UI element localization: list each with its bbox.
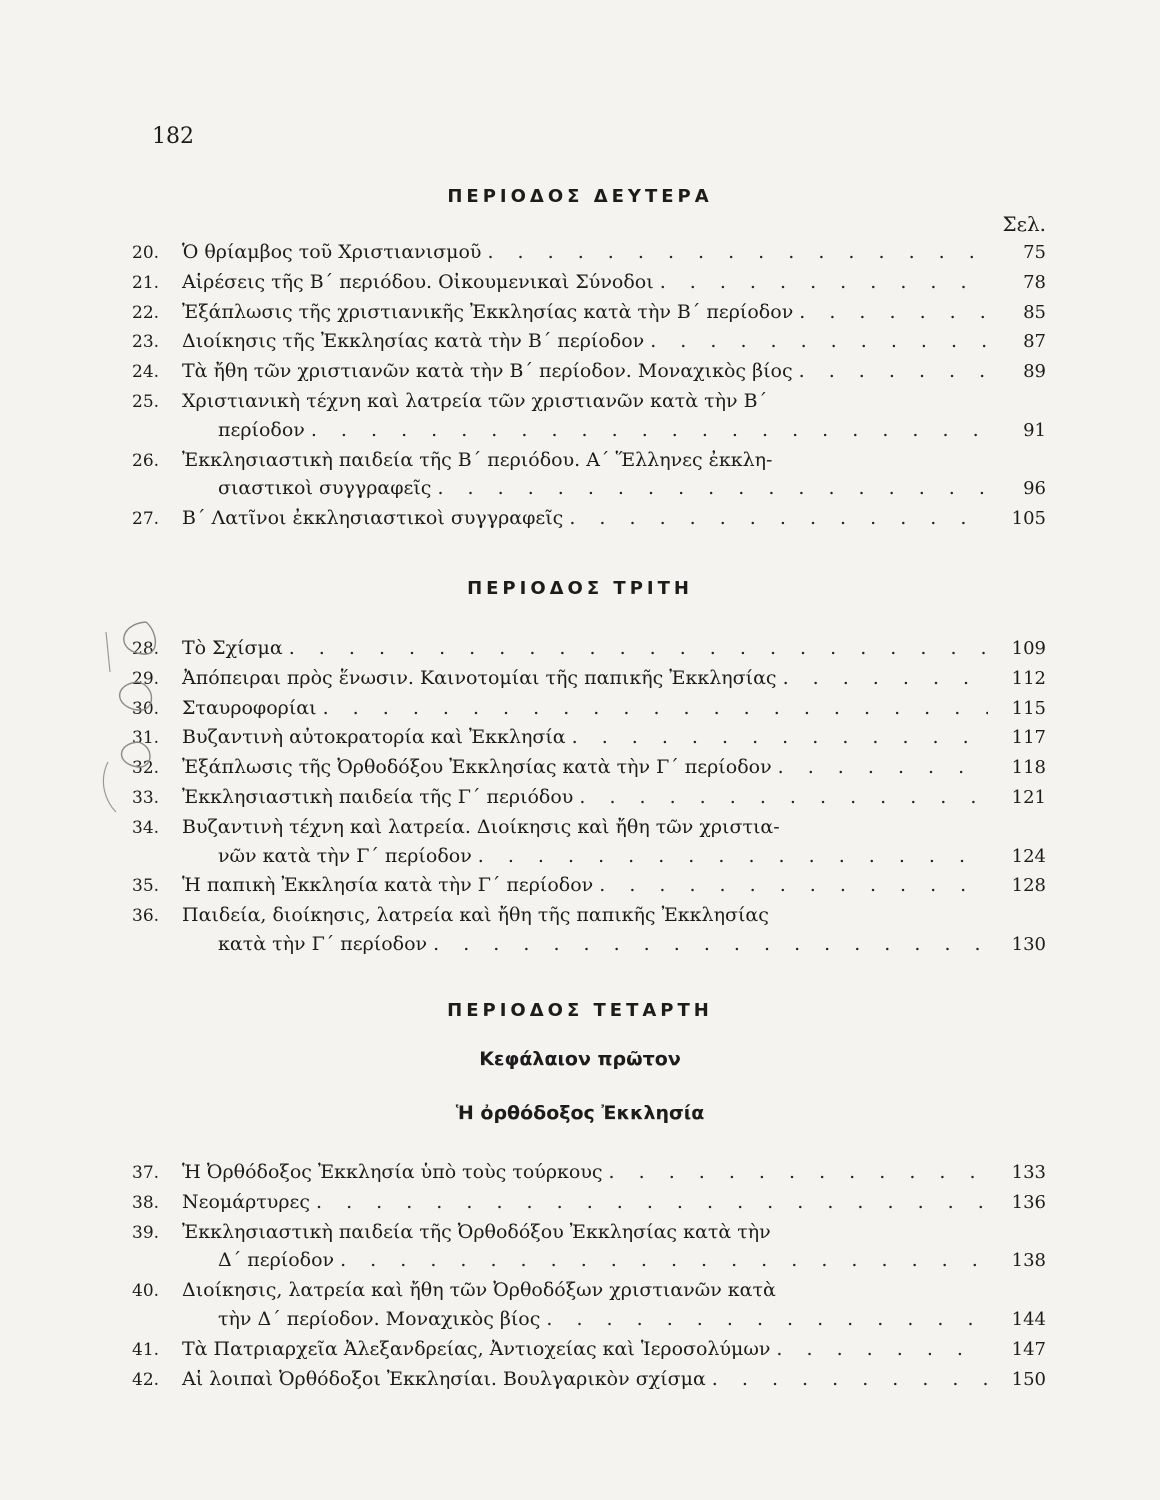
entry-body [182,1158,1046,1188]
entry-line [182,813,1046,842]
period-title-fourth: ΠΕΡΙΟΔΟΣ ΤΕΤΑΡΤΗ [447,1000,713,1021]
entry-page: 96 [1023,478,1046,500]
entry-page: 124 [1011,845,1046,867]
entry-line [182,387,1046,416]
entry-number: 28. [132,639,160,659]
toc-entry [132,357,1046,387]
entry-number: 36. [132,906,160,927]
entry-page: 118 [1011,757,1046,779]
entry-title: Ἐκκλησιαστικὴ παιδεία τῆς Β΄ περιόδου. Α΄ Ἕλληνες ἐκκλη- [182,448,773,471]
entry-line [182,1305,1046,1335]
entry-body [182,387,1046,446]
entry-line [182,474,1046,504]
entry-title: Ἐκκλησιαστικὴ παιδεία τῆς Ὀρθοδόξου Ἐκκλησίας κατὰ τὴν [182,1220,771,1243]
dot-leader [650,327,988,356]
dot-leader [799,298,988,327]
pencil-marks [88,612,158,842]
toc-entry [132,1335,1046,1365]
entry-page: 147 [1011,1338,1046,1360]
toc-entry [132,238,1046,268]
dot-leader [799,357,988,386]
toc-entry [132,268,1046,298]
dot-leader [783,664,988,693]
entry-line [182,1276,1046,1305]
dot-leader [609,1158,988,1187]
dot-leader [311,416,988,445]
chapter-subtitle: Ἡ ὀρθόδοξος Ἐκκλησία [455,1102,705,1124]
toc-entry [132,446,1046,505]
toc-entry [132,753,1046,783]
dot-leader [579,783,988,812]
entry-body [182,813,1046,872]
entry-line [182,298,1046,328]
entry-page: 75 [1023,242,1046,263]
entry-line [182,634,1046,664]
toc-entry [132,1188,1046,1218]
chapter-title: Κεφάλαιον πρῶτον [479,1048,681,1070]
toc-entry [132,783,1046,813]
entry-page: 117 [1011,727,1046,749]
entry-body [182,901,1046,960]
page-column-label: Σελ. [1002,212,1046,236]
dot-leader [433,930,988,959]
dot-leader [437,474,988,503]
entry-line [182,1188,1046,1218]
entry-page: 130 [1011,933,1046,955]
entry-line [182,753,1046,783]
entry-line [182,664,1046,694]
entry-page: 109 [1011,638,1046,659]
entry-body [182,238,1046,268]
entry-body [182,1335,1046,1365]
entry-body [182,446,1046,505]
entry-line [182,327,1046,357]
toc-entry [132,813,1046,872]
entry-line [182,901,1046,930]
entry-number: 32. [132,758,160,779]
entry-page: 133 [1011,1162,1046,1183]
entry-number: 30. [132,698,160,719]
entry-number: 33. [132,787,160,808]
entry-body [182,871,1046,901]
entry-number: 39. [132,1222,160,1243]
toc-entry [132,1365,1046,1395]
entry-body [182,1276,1046,1335]
entry-number: 20. [132,243,160,263]
entry-body [182,1188,1046,1218]
entry-number: 24. [132,362,160,383]
entry-number: 41. [132,1339,160,1360]
entry-page: 89 [1023,361,1046,383]
entry-title: Τὸ Σχίσμα [182,637,283,659]
entry-title: Β΄ Λατῖνοι ἐκκλησιαστικοὶ συγγραφεῖς [182,507,564,530]
dot-leader [778,753,988,782]
entry-title: Παιδεία, διοίκησις, λατρεία καὶ ἤθη τῆς παπικῆς Ἐκκλησίας [182,904,769,927]
dot-leader [569,504,988,533]
entry-title: κατὰ τὴν Γ΄ περίοδον [218,932,428,955]
entry-page: 85 [1023,301,1046,323]
entry-page: 87 [1023,331,1046,353]
entry-number: 42. [132,1369,160,1390]
entry-body [182,723,1046,753]
entry-body [182,753,1046,783]
entry-page: 91 [1023,419,1046,441]
entry-line [182,723,1046,753]
entry-line [182,1335,1046,1365]
entry-line [182,1158,1046,1188]
toc-entry [132,634,1046,664]
entry-body [182,783,1046,813]
entry-body [182,357,1046,387]
dot-leader [316,1188,988,1217]
entry-title: Διοίκησις, λατρεία καὶ ἤθη τῶν Ὀρθοδόξων χριστιανῶν κατὰ [182,1279,776,1302]
entry-title: Ἐξάπλωσις τῆς χριστιανικῆς Ἐκκλησίας κατὰ τὴν Β΄ περίοδον [182,300,794,323]
entry-line [182,871,1046,901]
entry-body [182,298,1046,328]
entry-body [182,504,1046,534]
entry-line [182,268,1046,298]
toc-entry [132,504,1046,534]
toc-entry [132,1218,1046,1277]
toc-section-fourth [132,1158,1046,1394]
entry-page: 115 [1011,697,1046,719]
entry-title: τὴν Δ΄ περίοδον. Μοναχικὸς βίος [218,1307,541,1330]
entry-number: 27. [132,509,160,530]
entry-title: Ἡ Ὀρθόδοξος Ἐκκλησία ὑπὸ τοὺς τούρκους [182,1161,603,1183]
entry-title: Ἐξάπλωσις τῆς Ὀρθοδόξου Ἐκκλησίας κατὰ τὴν Γ΄ περίοδον [182,756,772,779]
entry-body [182,634,1046,664]
entry-title: Ἡ παπικὴ Ἐκκλησία κατὰ τὴν Γ΄ περίοδον [182,874,594,897]
dot-leader [546,1305,988,1334]
entry-body [182,1218,1046,1277]
entry-body [182,327,1046,357]
entry-number: 40. [132,1281,160,1302]
period-title-third: ΠΕΡΙΟΔΟΣ ΤΡΙΤΗ [467,578,693,599]
entry-line [182,783,1046,813]
entry-title: Τὰ Πατριαρχεῖα Ἀλεξανδρείας, Ἀντιοχείας καὶ Ἱεροσολύμων [182,1337,771,1360]
period-title-second: ΠΕΡΙΟΔΟΣ ΔΕΥΤΕΡΑ [447,186,713,207]
entry-page: 150 [1011,1368,1046,1390]
entry-page: 128 [1011,875,1046,897]
dot-leader [599,871,988,900]
entry-page: 112 [1011,667,1046,689]
entry-title: Βυζαντινὴ τέχνη καὶ λατρεία. Διοίκησις καὶ ἤθη τῶν χριστια- [182,815,780,838]
entry-line [182,1246,1046,1276]
entry-body [182,268,1046,298]
toc-section-third [132,634,1046,960]
entry-number: 38. [132,1192,160,1213]
entry-line [182,842,1046,872]
entry-line [182,930,1046,960]
entry-title: Νεομάρτυρες [182,1190,310,1213]
page-number: 182 [152,124,194,149]
entry-page: 136 [1011,1191,1046,1213]
toc-entry [132,327,1046,357]
entry-number: 23. [132,332,160,353]
entry-number: 26. [132,450,160,471]
toc-entry [132,1276,1046,1335]
entry-line [182,1365,1046,1395]
entry-page: 105 [1011,508,1046,530]
entry-body [182,664,1046,694]
entry-line [182,416,1046,446]
entry-title: Ἀπόπειραι πρὸς ἕνωσιν. Καινοτομίαι τῆς παπικῆς Ἐκκλησίας [182,666,777,689]
toc-entry [132,901,1046,960]
entry-line [182,1218,1046,1247]
entry-title: Σταυροφορίαι [182,696,317,719]
entry-line [182,357,1046,387]
dot-leader [572,723,988,752]
entry-number: 29. [132,668,160,689]
toc-entry [132,694,1046,724]
entry-number: 25. [132,391,160,412]
entry-number: 21. [132,272,160,293]
toc-entry [132,387,1046,446]
entry-title: Διοίκησις τῆς Ἐκκλησίας κατὰ τὴν Β΄ περίοδον [182,330,645,353]
entry-title: Ἐκκλησιαστικὴ παιδεία τῆς Γ΄ περιόδου [182,785,574,808]
entry-title: Τὰ ἤθη τῶν χριστιανῶν κατὰ τὴν Β΄ περίοδον. Μοναχικὸς βίος [182,360,793,383]
entry-line [182,238,1046,268]
toc-entry [132,664,1046,694]
entry-title: Χριστιανικὴ τέχνη καὶ λατρεία τῶν χριστιανῶν κατὰ τὴν Β΄ [182,389,768,412]
entry-line [182,504,1046,534]
entry-title: Δ΄ περίοδον [218,1249,335,1272]
entry-title: Ὁ θρίαμβος τοῦ Χριστιανισμοῦ [182,241,482,263]
entry-number: 22. [132,302,160,323]
entry-title: σιαστικοὶ συγγραφεῖς [218,477,432,500]
entry-page: 138 [1011,1250,1046,1272]
dot-leader [323,694,988,723]
entry-line [182,694,1046,724]
toc-entry [132,298,1046,328]
dot-leader [340,1246,988,1275]
entry-page: 144 [1011,1308,1046,1330]
entry-page: 78 [1023,271,1046,293]
toc-entry [132,871,1046,901]
dot-leader [487,238,988,267]
toc-section-second [132,238,1046,534]
entry-title: Αἱ λοιπαὶ Ὀρθόδοξοι Ἐκκλησίαι. Βουλγαρικὸν σχίσμα [182,1367,706,1390]
entry-title: Αἱρέσεις τῆς Β΄ περιόδου. Οἰκουμενικαὶ Σύνοδοι [182,270,654,293]
entry-line [182,446,1046,475]
entry-number: 37. [132,1163,160,1183]
entry-body [182,694,1046,724]
entry-page: 121 [1011,786,1046,808]
toc-entry [132,1158,1046,1188]
dot-leader [478,842,988,871]
entry-title: περίοδον [218,418,305,441]
dot-leader [289,634,988,663]
entry-number: 31. [132,728,160,749]
dot-leader [660,268,988,297]
entry-number: 35. [132,876,160,897]
entry-title: Βυζαντινὴ αὐτοκρατορία καὶ Ἐκκλησία [182,726,566,749]
dot-leader [712,1365,988,1394]
dot-leader [776,1335,988,1364]
entry-number: 34. [132,817,160,838]
entry-title: νῶν κατὰ τὴν Γ΄ περίοδον [218,844,472,867]
toc-entry [132,723,1046,753]
entry-body [182,1365,1046,1395]
